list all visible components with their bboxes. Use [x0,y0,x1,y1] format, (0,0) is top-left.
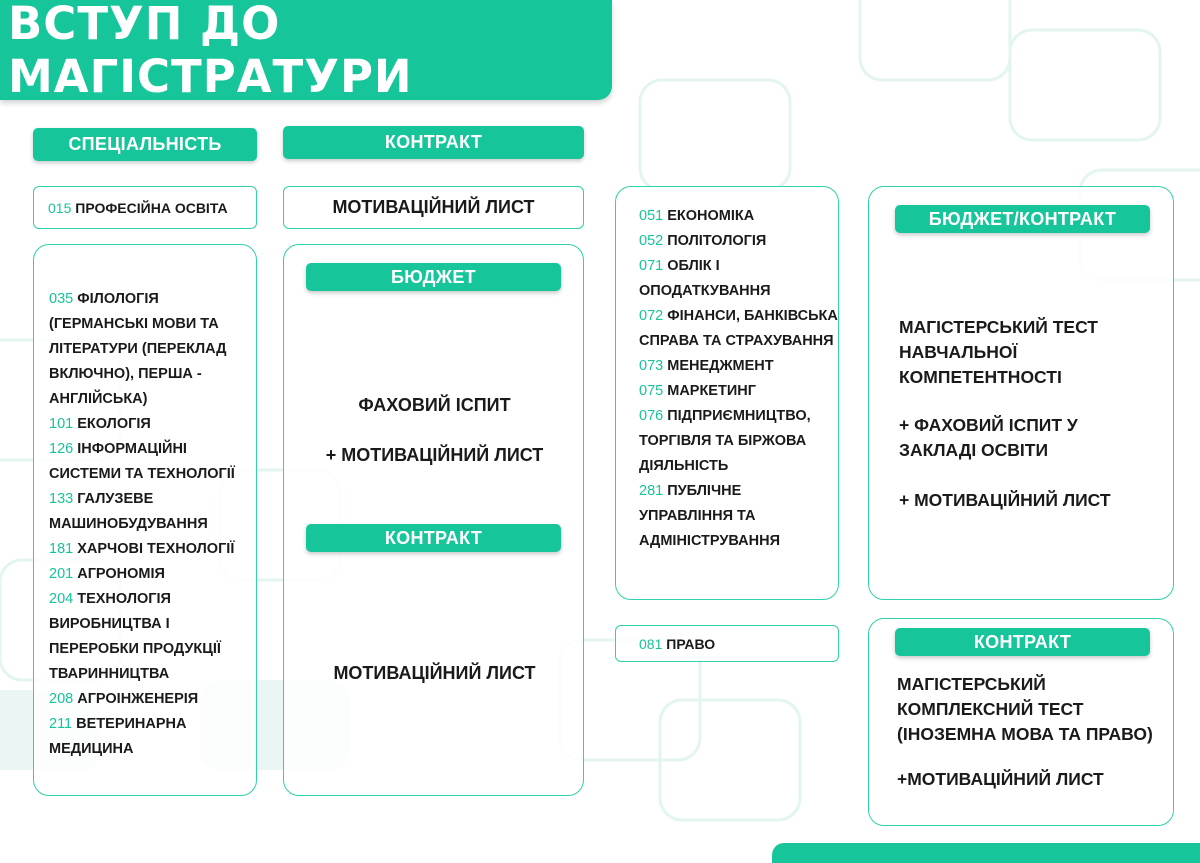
requirements-box [283,244,584,796]
specialty-code: 076 [639,408,664,424]
motivation-letter-text: + МОТИВАЦІЙНИЙ ЛИСТ [899,490,1111,510]
bottom-band [772,843,1200,863]
specialty-name: ПОЛІТОЛОГІЯ [667,233,767,249]
specialty-code: 201 [49,566,74,582]
specialty-name: ПРАВО [666,635,716,652]
specialty-code: 015 [48,199,72,216]
specialty-code: 281 [639,483,664,499]
specialty-code: 133 [49,491,74,507]
contract-letter: МОТИВАЦІЙНИЙ ЛИСТ [333,663,536,683]
specialty-code: 072 [639,308,664,324]
page-title: ВСТУП ДО МАГІСТРАТУРИ [8,0,413,103]
header-specialty: СПЕЦІАЛЬНІСТЬ [33,128,257,161]
contract-box-081 [868,618,1174,826]
specialty-code: 101 [49,416,74,432]
specialty-name: АГРОІНЖЕНЕРІЯ [77,691,199,707]
header-budget-contract: БЮДЖЕТ/КОНТРАКТ [895,205,1150,233]
specialty-item [49,287,256,412]
specialty-code: 035 [49,291,74,307]
specialty-name: ПІДПРИЄМНИЦТВО, ТОРГІВЛЯ ТА БІРЖОВА ДІЯЛЬНІСТЬ [639,408,811,474]
specialty-item [49,712,256,762]
header-contract-right: КОНТРАКТ [895,628,1150,656]
specialty-name: ГАЛУЗЕВЕ МАШИНОБУДУВАННЯ [49,491,208,532]
specialty-item [48,200,228,216]
specialty-name: ЕКОЛОГІЯ [77,416,151,432]
specialty-item [639,636,715,652]
specialty-item [639,254,838,304]
budget-contract-box [868,186,1174,600]
specialty-code: 081 [639,635,663,652]
specialty-name: ЕКОНОМІКА [667,208,755,224]
specialty-code: 075 [639,383,664,399]
specialty-015-box [33,186,257,229]
title-banner [0,0,612,103]
complex-test-text: МАГІСТЕРСЬКИЙ КОМПЛЕКСНИЙ ТЕСТ (ІНОЗЕМНА МОВА ТА ПРАВО) [897,674,1153,744]
specialty-item [639,354,838,379]
requirement-text: МОТИВАЦІЙНИЙ ЛИСТ [332,197,535,217]
specialty-name: ВЕТЕРИНАРНА МЕДИЦИНА [49,716,187,757]
specialties-list [49,287,256,762]
specialty-item [49,587,256,687]
specialty-name: МЕНЕДЖМЕНТ [667,358,774,374]
specialty-item [49,487,256,537]
specialties-list-box [33,244,257,796]
specialty-name: АГРОНОМІЯ [77,566,165,582]
header-budget: БЮДЖЕТ [306,263,561,291]
motivation-letter-text-2: +МОТИВАЦІЙНИЙ ЛИСТ [897,769,1104,789]
specialty-081-box [615,625,839,662]
specialty-code: 051 [639,208,664,224]
header-contract-mid: КОНТРАКТ [306,524,561,552]
specialty-code: 071 [639,258,664,274]
specialty-item [49,687,256,712]
specialty-code: 126 [49,441,74,457]
specialty-item [49,537,256,562]
specialties-list [639,204,838,554]
specialty-code: 211 [49,716,73,732]
specialty-name: ФІЛОЛОГІЯ (ГЕРМАНСЬКІ МОВИ ТА ЛІТЕРАТУРИ (ПЕРЕКЛАД ВКЛЮЧНО), ПЕРША - АНГЛІЙСЬКА) [49,291,227,407]
specialty-name: МАРКЕТИНГ [667,383,756,399]
requirement-015-box [283,186,584,229]
specialty-name: ПРОФЕСІЙНА ОСВІТА [75,199,228,216]
header-contract: КОНТРАКТ [283,126,584,159]
specialty-name: ПУБЛІЧНЕ УПРАВЛІННЯ ТА АДМІНІСТРУВАННЯ [639,483,780,549]
specialty-item [639,304,838,354]
specialty-item [49,562,256,587]
specialty-item [639,229,838,254]
specialty-name: ОБЛІК І ОПОДАТКУВАННЯ [639,258,771,299]
master-test-text: МАГІСТЕРСЬКИЙ ТЕСТ НАВЧАЛЬНОЇ КОМПЕТЕНТНОСТІ [899,317,1098,387]
specialties-list-box-2 [615,186,839,600]
specialty-item [639,204,838,229]
specialty-code: 052 [639,233,664,249]
specialty-name: ТЕХНОЛОГІЯ ВИРОБНИЦТВА І ПЕРЕРОБКИ ПРОДУКЦІЇ ТВАРИННИЦТВА [49,591,221,682]
specialty-name: ФІНАНСИ, БАНКІВСЬКА СПРАВА ТА СТРАХУВАННЯ [639,308,838,349]
specialty-name: ІНФОРМАЦІЙНІ СИСТЕМИ ТА ТЕХНОЛОГІЇ [49,441,235,482]
specialty-item [639,379,838,404]
budget-exam: ФАХОВИЙ ІСПИТ [358,395,511,415]
specialty-item [639,404,838,479]
specialty-name: ХАРЧОВІ ТЕХНОЛОГІЇ [77,541,235,557]
professional-exam-text: + ФАХОВИЙ ІСПИТ У ЗАКЛАДІ ОСВІТИ [899,415,1078,460]
specialty-code: 181 [49,541,74,557]
budget-letter: + МОТИВАЦІЙНИЙ ЛИСТ [325,445,544,465]
specialty-code: 073 [639,358,664,374]
specialty-code: 204 [49,591,74,607]
specialty-item [49,412,256,437]
specialty-item [49,437,256,487]
specialty-code: 208 [49,691,74,707]
specialty-item [639,479,838,554]
